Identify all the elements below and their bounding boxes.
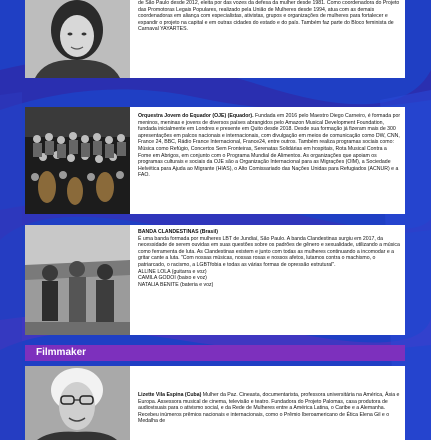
profile-title-3: BANDA CLANDESTINAS (Brasil) bbox=[138, 229, 218, 235]
profile-body-4: Mulher da Paz. Cineasta, documentarista, professora universitária na América, Ásia e Europa. Assessora musical de cinema, televisão e teatro. Fundadora do Projeto Palomas, casa produtora de audiovisuais para o ativismo social, e da Rede de Mulheres entre a América Latina, o Caribe e a Alemanha. Recebeu inúmeros prêmios nacionais e internacionais, como o Prêmio Iberoamericano de Ética Elena Gil e o Medalha de bbox=[138, 392, 400, 425]
member-2: CAMILA GODOI (baixo e voz) bbox=[138, 275, 207, 282]
profile-card-3 bbox=[25, 225, 405, 335]
profile-text-2 bbox=[138, 113, 401, 179]
section-heading: Filmmaker bbox=[36, 347, 87, 358]
profile-text-1 bbox=[138, 0, 401, 33]
profile-card-4 bbox=[25, 366, 405, 440]
profile-card-1 bbox=[25, 0, 405, 78]
profile-title-2: Orquestra Jovem do Equador (OJE) (Equador). bbox=[138, 113, 254, 119]
profile-photo-1 bbox=[25, 0, 130, 78]
profile-body-1: de São Paulo desde 2012, eleita por das vozes da defesa da mulher desde 1981. Como coordenadora do Projeto das Promotoras Legais Populares, realizado pela União de Mulheres desde 1994, atua com as demais coordenadoras em aliança com especialistas, ativistas, grupos e organizações de mulheres para fortalecer e expandir o projeto na capital e em outras cidades do estado e do país. Também faz parte do Bloco feminista de Carnaval YAYARTES. bbox=[138, 0, 400, 33]
profile-body-3: É uma banda formada por mulheres LBT de Jundiaí, São Paulo. A banda Clandestinas surgiu em 2017, da necessidade de serem ouvidas em suas questões sobre os padrões de gênero e sexualidade, utilizando a música como ferramenta de luta. As Clandestinas existem e junto com todas as mulheres continuando a incomodar e a gritar cante a luta. "Com nossas músicas, nossas rosas e nossos afetos, lutamos contra o machismo, o patriarcado, o racismo, a LGBTfobia e todas as várias formas de opressão estrutural". bbox=[138, 235, 400, 268]
profile-body-2: Fundada em 2016 pelo Maestro Diego Carneiro, é formada por meninos, meninas e jovens de diversos países abrangidos pelo Amazon Musical Development Foundation, fundada inicialmente em Londres e presente em Quito desde 2018. Desde sua formação já fizeram mais de 300 apresentações em palcos nacionais e internacionais, com divulgação em meios de comunicação como DW, CNN, France 24, BBC, Rádio France Internacional, France24, entre outros. Também realiza programas sociais como: Música como Refúgio, Concertos Sem Fronteiras, Serenatas Solidárias em hospitais, Rota Musical Contra a Fome em Abrigos, em conjunto com o Programa Mundial de Alimentos. As organizações que apoiam os programas culturais e sociais da OJE são a Organização Internacional para as Migrações (OIM), a Sociedade Helvética para Ajuda ao Migrante (HIAS), o Alto Comissariado das Nações Unidas para Refugiados (ACNUR) e a FAO. bbox=[138, 113, 401, 179]
profile-card-2 bbox=[25, 107, 405, 214]
member-1: ALLINE LOLA (guitarra e voz) bbox=[138, 268, 207, 275]
profile-photo-3 bbox=[25, 225, 130, 335]
profile-text-3 bbox=[138, 229, 401, 288]
member-list bbox=[138, 269, 401, 289]
section-heading-bar bbox=[25, 345, 405, 361]
profile-photo-4 bbox=[25, 366, 130, 440]
member-3: NATALIA BENITE (bateria e voz) bbox=[138, 281, 214, 288]
profile-photo-2 bbox=[25, 107, 130, 214]
profile-text-4 bbox=[138, 392, 401, 425]
profile-title-4: Lizette Vila Espina (Cuba) bbox=[138, 392, 202, 398]
